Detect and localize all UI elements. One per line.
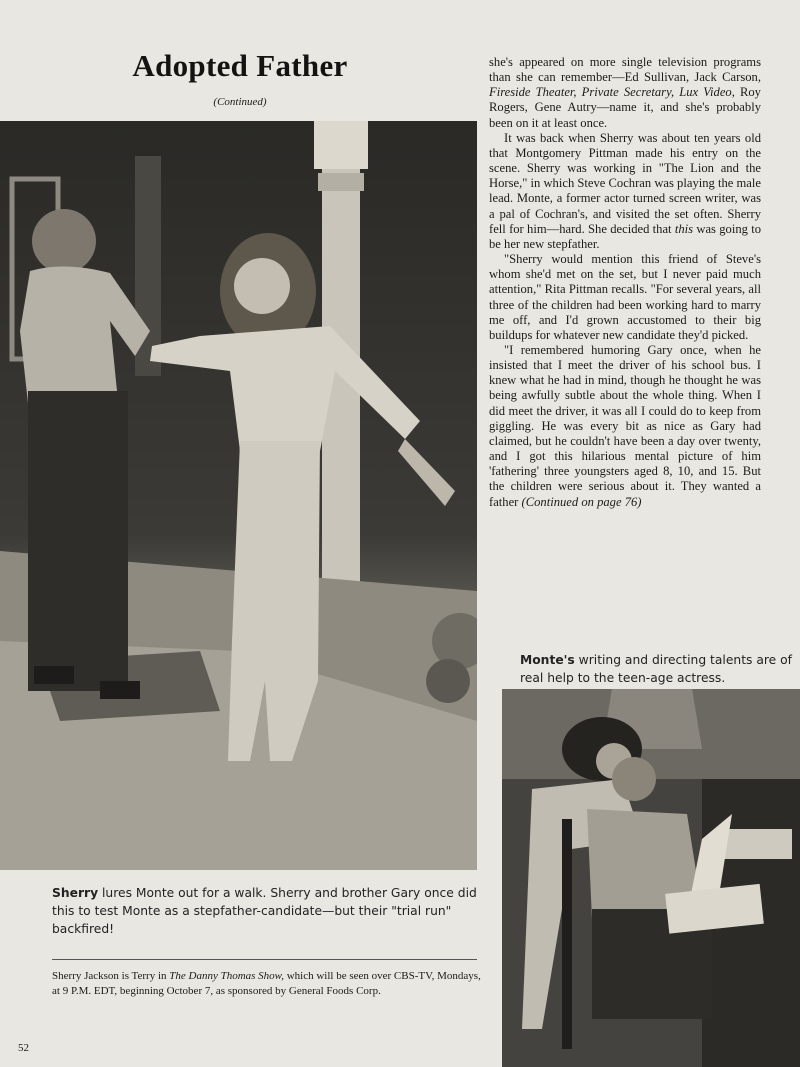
body-text: she's appeared on more single television programs than she can remember—Ed Sullivan, Jack Carson,: [489, 55, 761, 85]
footnote-show-title: The Danny Thomas Show,: [169, 970, 284, 982]
italic-text: Fireside Theater, Private Secretary, Lux Video,: [489, 85, 735, 100]
footnote-before: Sherry Jackson is Terry in: [52, 970, 170, 982]
body-text: "I remembered humoring Gary once, when he insisted that I meet the driver of his school bus. I knew what he had in mind, though he thought he was being awfully subtle about the whole thing. When I did meet the driver, it was all I could do to keep from giggling. He was every bit as nice as Gary had claimed, but he couldn't have been a day over twenty, and I got this hilarious mental picture of him 'fathering' three youngsters aged 8, 10, and 15. But the children were serious about it. They wanted a father: [489, 342, 761, 509]
second-caption-text: writing and directing talents are of real help to the teen-age actress.: [520, 653, 792, 685]
article-paragraph: [489, 252, 761, 343]
footnote: [52, 969, 482, 999]
article-paragraph: [489, 343, 761, 510]
footnote-divider: [52, 959, 477, 960]
article-body: [489, 55, 761, 510]
second-photo-caption: [520, 651, 795, 687]
article-paragraph: [489, 55, 761, 131]
body-text: "Sherry would mention this friend of Steve's whom she'd met on the set, but I never paid much attention," Rita Pittman recalls. "For several years, all three of the children had been working hard to marry me off, and I'd grown accustomed to their big buildups for whatever new candidate they'd picked.: [489, 252, 761, 342]
body-text: It was back when Sherry was about ten years old that Montgomery Pittman made his entry on the scene. Sherry was working in "The Lion and the Horse," in which Steve Cochran was playing the male lead. Monte, a former actor turned screen writer, was a pal of Cochran's, and visited the set often. Sherry fell for him—hard. She decided that: [489, 130, 761, 236]
body-text: was going to be her new stepfather.: [489, 221, 761, 251]
main-caption-text: lures Monte out for a walk. Sherry and brother Gary once did this to test Monte as a stepfather-candidate—but their "trial run" backfired!: [52, 886, 477, 936]
main-caption-lead: Sherry: [52, 886, 99, 900]
main-photo: [0, 121, 477, 870]
body-text: Roy Rogers, Gene Autry—name it, and she's probably been on it at least once.: [489, 85, 761, 130]
article-paragraph: [489, 131, 761, 252]
italic-text: (Continued on page 76): [521, 494, 642, 509]
footnote-after: which will be seen over CBS-TV, Mondays, at 9 P.M. EDT, beginning October 7, as sponsored by General Foods Corp.: [52, 970, 481, 997]
article-title: Adopted Father: [132, 48, 348, 83]
continued-label: (Continued): [213, 96, 267, 108]
second-photo: [502, 689, 800, 1067]
italic-text: this: [674, 221, 694, 236]
main-photo-caption: [52, 884, 482, 938]
page-number: 52: [18, 1042, 29, 1054]
second-caption-lead: Monte's: [520, 653, 575, 667]
